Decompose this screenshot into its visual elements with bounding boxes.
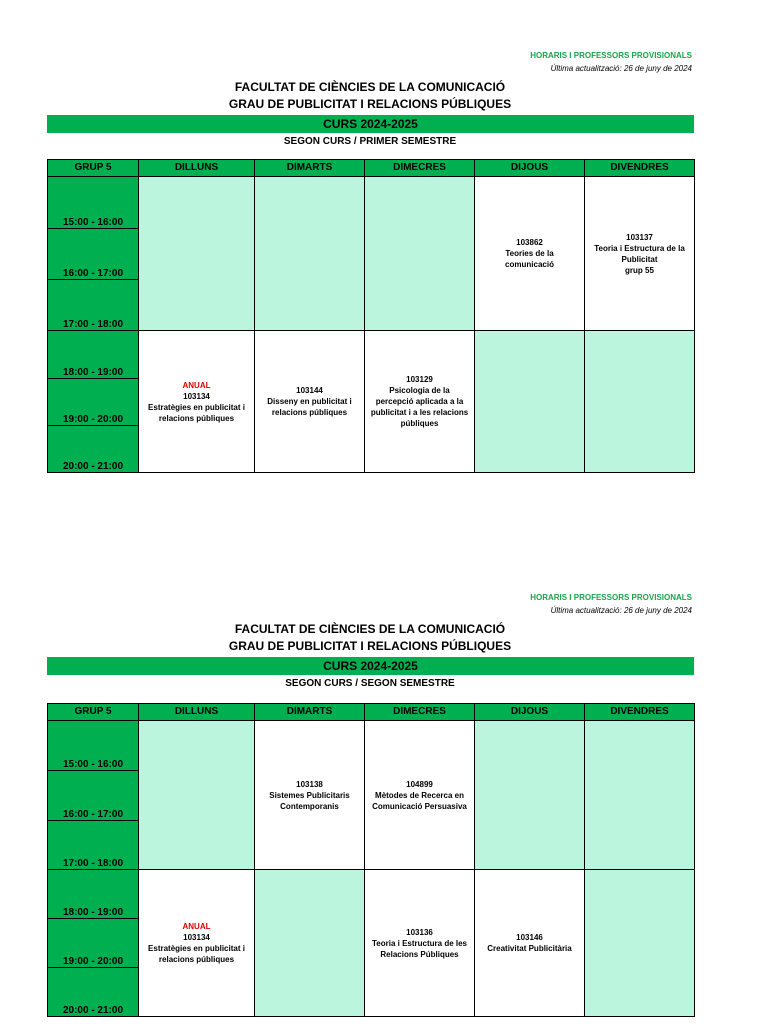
header-dimecres: DIMECRES	[365, 704, 475, 721]
empty-cell	[585, 331, 695, 473]
subject-code: 103144	[296, 386, 323, 395]
semester-label: SEGON CURS / PRIMER SEMESTRE	[283, 136, 457, 147]
header-divendres: DIVENDRES	[585, 160, 695, 177]
class-cell	[365, 721, 475, 870]
faculty-title: FACULTAT DE CIÈNCIES DE LA COMUNICACIÓ	[234, 622, 506, 636]
subject-name: Publicitat	[621, 254, 658, 264]
header-divendres: DIVENDRES	[585, 704, 695, 721]
header-dilluns: DILLUNS	[139, 160, 255, 177]
subject-code: 103134	[183, 391, 210, 401]
time-slot: 18:00 - 19:00	[48, 870, 139, 919]
subject-name: Teoria i Estructura de les	[372, 938, 467, 948]
header-dimecres: DIMECRES	[365, 160, 475, 177]
class-cell	[585, 177, 695, 331]
subject-code: 103138	[296, 779, 323, 789]
empty-cell	[475, 331, 585, 473]
time-slot: 16:00 - 17:00	[48, 771, 139, 821]
class-cell	[255, 331, 365, 473]
empty-cell	[255, 870, 365, 1017]
class-cell	[475, 177, 585, 331]
class-cell	[365, 331, 475, 473]
subject-name: Creativitat Publicitària	[487, 944, 572, 953]
subject-name: relacions públiques	[158, 413, 235, 423]
subject-name: Mètodes de Recerca en	[375, 790, 464, 800]
faculty-title: FACULTAT DE CIÈNCIES DE LA COMUNICACIÓ	[234, 80, 506, 94]
header-dijous: DIJOUS	[475, 160, 585, 177]
subject-name: Comunicació Persuasiva	[372, 801, 467, 811]
subject-name: Disseny en publicitat i	[267, 397, 352, 406]
subject-name: relacions públiques	[271, 408, 348, 417]
subject-code: 103146	[516, 933, 543, 942]
annual-tag: ANUAL	[182, 380, 211, 390]
header-dimarts: DIMARTS	[255, 160, 365, 177]
subject-name: Estratègies en publicitat i	[148, 944, 245, 953]
subject-name: percepció aplicada a la	[375, 397, 464, 406]
subject-code: 103136	[406, 927, 433, 937]
class-cell	[255, 721, 365, 870]
time-slot: 17:00 - 18:00	[48, 280, 139, 331]
header-group: GRUP 5	[48, 704, 139, 721]
subject-name: Psicologia de la	[389, 386, 450, 395]
subject-code: 103129	[406, 375, 433, 384]
subject-name: comunicació	[505, 260, 554, 269]
time-slot: 19:00 - 20:00	[48, 919, 139, 968]
empty-cell	[139, 721, 255, 870]
subject-name: publicitat i a les relacions	[370, 408, 469, 417]
schedule-section-1	[0, 0, 768, 500]
empty-cell	[255, 177, 365, 331]
class-cell	[139, 870, 255, 1017]
empty-cell	[475, 721, 585, 870]
subject-name: Teoria i Estructura de la	[594, 243, 685, 253]
time-slot: 20:00 - 21:00	[48, 426, 139, 473]
subject-name: públiques	[400, 419, 439, 428]
last-updated: Última actualització: 26 de juny de 2024	[550, 606, 692, 615]
header-dilluns: DILLUNS	[139, 704, 255, 721]
class-cell	[365, 870, 475, 1017]
time-slot: 15:00 - 16:00	[48, 721, 139, 771]
degree-title: GRAU DE PUBLICITAT I RELACIONS PÚBLIQUES	[228, 97, 512, 111]
subject-code: 103862	[516, 238, 543, 247]
subject-name: relacions públiques	[158, 955, 235, 964]
course-banner: CURS 2024-2025	[47, 657, 694, 675]
empty-cell	[585, 870, 695, 1017]
last-updated: Última actualització: 26 de juny de 2024	[550, 64, 692, 73]
schedule-section-2	[0, 542, 768, 1024]
empty-cell	[585, 721, 695, 870]
time-slot: 15:00 - 16:00	[48, 177, 139, 229]
subject-name: Teories de la	[505, 249, 554, 258]
subject-name: Estratègies en publicitat i	[148, 402, 245, 412]
subject-code: 103134	[183, 933, 210, 942]
time-slot: 17:00 - 18:00	[48, 821, 139, 870]
schedule-table	[47, 159, 695, 473]
subject-code: 104899	[406, 779, 433, 789]
class-cell	[139, 331, 255, 473]
subject-name: Relacions Públiques	[380, 949, 459, 959]
subject-code: 103137	[626, 232, 653, 242]
time-slot: 20:00 - 21:00	[48, 968, 139, 1017]
course-banner: CURS 2024-2025	[47, 115, 694, 133]
subject-name: Contemporanis	[280, 801, 339, 811]
header-dijous: DIJOUS	[475, 704, 585, 721]
class-cell	[475, 870, 585, 1017]
subject-name: Sistemes Publicitaris	[269, 790, 350, 800]
annual-tag: ANUAL	[182, 922, 211, 931]
provisional-label: HORARIS I PROFESSORS PROVISIONALS	[530, 593, 692, 602]
time-slot: 18:00 - 19:00	[48, 331, 139, 379]
time-slot: 16:00 - 17:00	[48, 229, 139, 280]
provisional-label: HORARIS I PROFESSORS PROVISIONALS	[530, 51, 692, 60]
degree-title: GRAU DE PUBLICITAT I RELACIONS PÚBLIQUES	[228, 639, 512, 653]
empty-cell	[365, 177, 475, 331]
schedule-table	[47, 703, 695, 1017]
empty-cell	[139, 177, 255, 331]
time-slot: 19:00 - 20:00	[48, 379, 139, 426]
header-dimarts: DIMARTS	[255, 704, 365, 721]
header-group: GRUP 5	[48, 160, 139, 177]
semester-label: SEGON CURS / SEGON SEMESTRE	[285, 678, 455, 689]
subject-group: grup 55	[625, 265, 654, 275]
